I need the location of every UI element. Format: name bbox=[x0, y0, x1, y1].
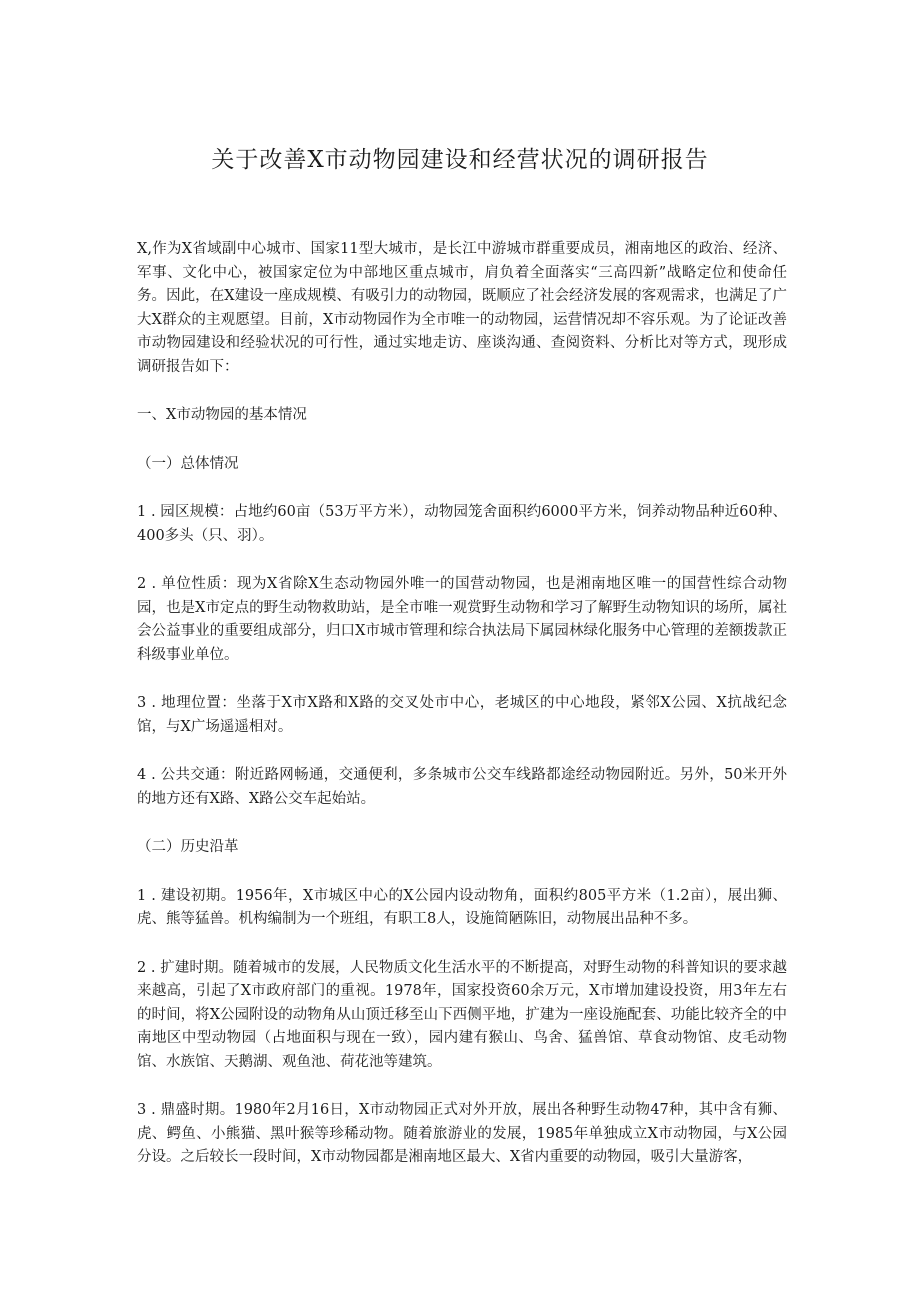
intro-paragraph: X,作为X省域副中心城市、国家11型大城市，是长江中游城市群重要成员，湘南地区的政治、经济、军事、文化中心，被国家定位为中部地区重点城市，肩负着全面落实“三高四新”战略定位和使命任务。因此，在X建设一座成规模、有吸引力的动物园，既顺应了社会经济发展的客观需求，也满足了广大X群众的主观愿望。目前，X市动物园作为全市唯一的动物园，运营情况却不容乐观。为了论证改善市动物园建设和经验状况的可行性，通过实地走访、座谈沟通、查阅资料、分析比对等方式，现形成调研报告如下： bbox=[137, 241, 787, 375]
section-heading-basic-situation: 一、X市动物园的基本情况 bbox=[137, 407, 307, 423]
document-body bbox=[137, 238, 787, 1195]
item-early-construction: 1 . 建设初期。1956年，X市城区中心的X公园内设动物角，面积约805平方米（1.2亩），展出狮、虎、熊等猛兽。机构编制为一个班组，有职工8人，设施简陋陈旧，动物展出品种不多。 bbox=[137, 887, 787, 927]
document-title: 关于改善X市动物园建设和经营状况的调研报告 bbox=[211, 147, 709, 173]
item-expansion-period: 2 . 扩建时期。随着城市的发展，人民物质文化生活水平的不断提高，对野生动物的科普知识的要求越来越高，引起了X市政府部门的重视。1978年，国家投资60余万元，X市增加建设投资，用3年左右的时间，将X公园附设的动物角从山顶迁移至山下西侧平地，扩建为一座设施配套、功能比较齐全的中南地区中型动物园（占地面积与现在一致），园内建有猴山、鸟舍、猛兽馆、草食动物馆、皮毛动物馆、水族馆、天鹅湖、观鱼池、荷花池等建筑。 bbox=[137, 959, 787, 1070]
subheading-history: （二）历史沿革 bbox=[137, 839, 239, 855]
item-peak-period: 3 . 鼎盛时期。1980年2月16日，X市动物园正式对外开放，展出各种野生动物47种，其中含有狮、虎、鳄鱼、小熊猫、黑叶猴等珍稀动物。随着旅游业的发展，1985年单独成立X市动物园，与X公园分设。之后较长一段时间，X市动物园都是湘南地区最大、X省内重要的动物园，吸引大量游客， bbox=[137, 1102, 787, 1165]
item-park-scale: 1 . 园区规模：占地约60亩（53万平方米），动物园笼舍面积约6000平方米，饲养动物品种近60种、400多头（只、羽）。 bbox=[137, 504, 787, 544]
item-location: 3 . 地理位置：坐落于X市X路和X路的交叉处市中心，老城区的中心地段，紧邻X公园、X抗战纪念馆，与X广场遥遥相对。 bbox=[137, 695, 787, 735]
item-public-transport: 4 . 公共交通：附近路网畅通，交通便利，多条城市公交车线路都途经动物园附近。另外，50米开外的地方还有X路、X路公交车起始站。 bbox=[137, 767, 787, 807]
item-unit-nature: 2 . 单位性质：现为X省除X生态动物园外唯一的国营动物园，也是湘南地区唯一的国营性综合动物园，也是X市定点的野生动物救助站，是全市唯一观赏野生动物和学习了解野生动物知识的场所，属社会公益事业的重要组成部分，归口X市城市管理和综合执法局下属园林绿化服务中心管理的差额拨款正科级事业单位。 bbox=[137, 576, 787, 663]
subheading-overall-situation: （一）总体情况 bbox=[137, 455, 239, 472]
